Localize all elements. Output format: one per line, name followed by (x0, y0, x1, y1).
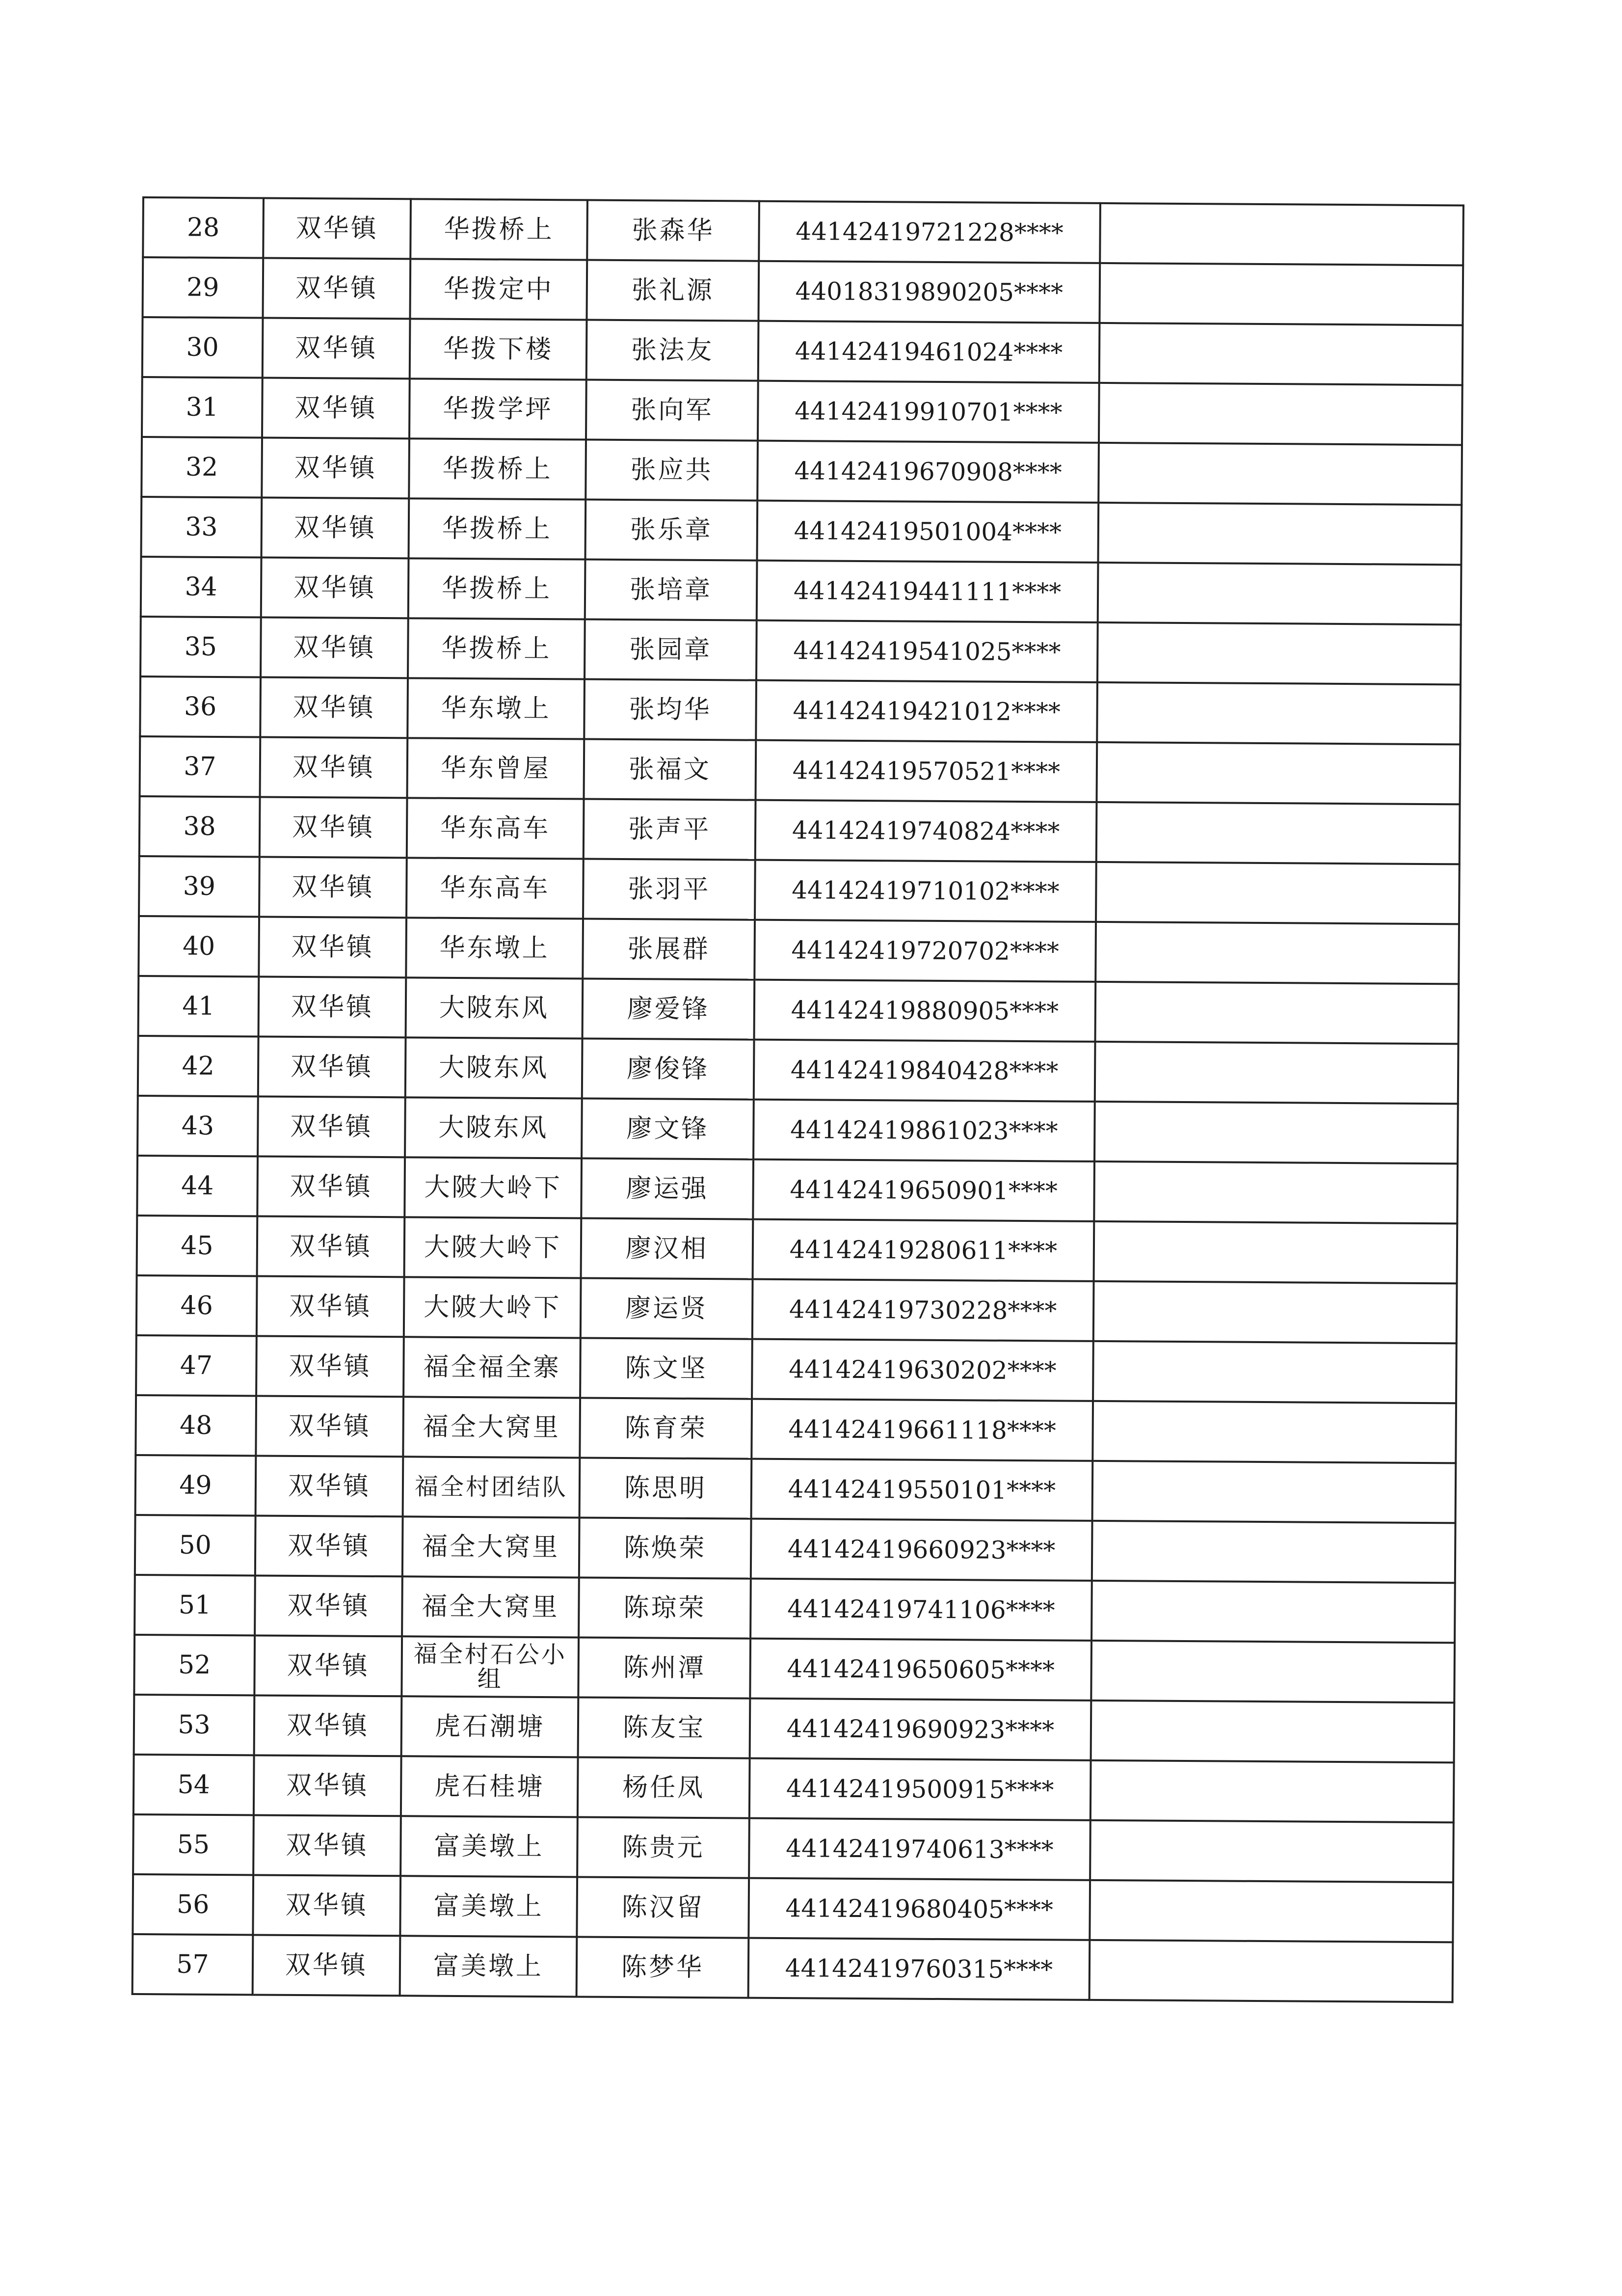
village-cell: 虎石潮塘 (401, 1696, 579, 1757)
town-cell: 双华镇 (260, 677, 408, 738)
id-number-cell: 44142419501004**** (757, 501, 1098, 563)
row-number-cell: 32 (141, 437, 262, 497)
id-number-cell: 44142419461024**** (758, 321, 1100, 383)
remark-cell (1094, 1102, 1458, 1164)
village-cell: 富美墩上 (400, 1936, 577, 1997)
table-row (138, 1036, 1459, 1104)
id-number-cell: 44142419280611**** (753, 1219, 1094, 1281)
town-cell: 双华镇 (255, 1515, 403, 1576)
remark-cell (1098, 443, 1462, 505)
village-cell: 富美墩上 (400, 1876, 577, 1937)
row-number-cell: 55 (133, 1814, 254, 1875)
remark-cell (1092, 1461, 1456, 1523)
person-name-cell: 杨任凤 (578, 1757, 750, 1818)
remark-cell (1090, 1820, 1454, 1883)
row-number-cell: 52 (134, 1635, 255, 1695)
person-name-cell: 陈琼荣 (579, 1577, 751, 1638)
town-cell: 双华镇 (258, 1036, 406, 1097)
person-name-cell: 张声平 (584, 799, 756, 860)
id-number-cell: 44142419861023**** (753, 1100, 1095, 1162)
table-row (143, 197, 1463, 265)
village-cell: 华东墩上 (406, 918, 583, 978)
table-row (140, 617, 1461, 684)
village-cell: 福全福全寨 (403, 1337, 581, 1398)
town-cell: 双华镇 (259, 976, 406, 1037)
town-cell: 双华镇 (263, 198, 411, 259)
table-row (139, 796, 1460, 864)
village-cell: 华拨桥上 (408, 618, 585, 679)
row-number-cell: 39 (139, 856, 260, 917)
id-number-cell: 44142419721228**** (759, 201, 1100, 263)
id-number-cell: 44142419661118**** (751, 1399, 1093, 1461)
id-number-cell: 44142419760315**** (748, 1938, 1090, 2000)
table-row (142, 377, 1462, 445)
id-number-cell: 44142419650605**** (750, 1639, 1091, 1701)
town-cell: 双华镇 (260, 797, 407, 858)
village-cell: 华拨下楼 (410, 319, 587, 379)
village-cell: 华东曾屋 (407, 738, 585, 799)
id-number-cell: 44142419740824**** (755, 800, 1097, 862)
table-row (138, 916, 1459, 984)
person-name-cell: 张园章 (585, 620, 757, 680)
remark-cell (1093, 1281, 1457, 1344)
id-number-cell: 44142419541025**** (756, 621, 1098, 682)
town-cell: 双华镇 (261, 557, 409, 618)
person-name-cell: 陈文坚 (580, 1338, 752, 1399)
remark-cell (1098, 563, 1462, 625)
village-cell: 华东高车 (407, 798, 584, 859)
remark-cell (1091, 1701, 1455, 1763)
village-cell: 大陂东风 (405, 1037, 583, 1098)
table-row (136, 1275, 1457, 1343)
person-name-cell: 陈州潭 (578, 1637, 750, 1698)
table-row (141, 437, 1462, 505)
row-number-cell: 56 (133, 1874, 253, 1935)
row-number-cell: 38 (139, 796, 260, 857)
id-number-cell: 44142419570521**** (756, 740, 1097, 802)
remark-cell (1095, 922, 1459, 984)
remark-cell (1090, 1940, 1453, 2002)
town-cell: 双华镇 (263, 258, 410, 319)
id-number-cell: 44142419660923**** (751, 1519, 1092, 1581)
remark-cell (1099, 263, 1463, 325)
row-number-cell: 45 (137, 1216, 258, 1276)
remark-cell (1094, 1221, 1458, 1284)
person-name-cell: 廖爱锋 (583, 979, 755, 1040)
village-cell: 福全村团结队 (403, 1457, 580, 1517)
table-row (133, 1874, 1453, 1942)
remark-cell (1097, 682, 1461, 745)
person-name-cell: 廖文锋 (582, 1099, 754, 1160)
person-name-cell: 张展群 (583, 919, 755, 980)
table-row (141, 497, 1462, 565)
person-name-cell: 张均华 (584, 679, 756, 740)
town-cell: 双华镇 (259, 917, 406, 977)
person-name-cell: 张向军 (586, 380, 758, 441)
row-number-cell: 36 (140, 676, 261, 737)
person-name-cell: 陈友宝 (578, 1697, 750, 1758)
table-row (136, 1335, 1457, 1403)
town-cell: 双华镇 (253, 1815, 401, 1876)
id-number-cell: 44142419670908**** (757, 441, 1099, 503)
id-number-cell: 44142419550101**** (751, 1459, 1093, 1521)
row-number-cell: 49 (135, 1455, 256, 1515)
town-cell: 双华镇 (257, 1216, 405, 1277)
remark-cell (1096, 802, 1460, 864)
town-cell: 双华镇 (257, 1156, 405, 1217)
person-name-cell: 张培章 (585, 560, 757, 621)
village-cell: 华拨学坪 (409, 378, 586, 439)
table-row (138, 976, 1459, 1044)
person-name-cell: 张羽平 (583, 859, 755, 920)
table-body (133, 197, 1463, 2002)
id-number-cell: 44142419880905**** (754, 980, 1096, 1042)
town-cell: 双华镇 (262, 437, 409, 498)
row-number-cell: 42 (138, 1036, 259, 1096)
table-row (134, 1635, 1455, 1702)
remark-cell (1094, 1162, 1458, 1224)
town-cell: 双华镇 (261, 617, 408, 678)
town-cell: 双华镇 (262, 497, 409, 558)
town-cell: 双华镇 (253, 1875, 400, 1936)
remark-cell (1091, 1581, 1455, 1643)
id-number-cell: 44142419720702**** (754, 920, 1096, 982)
person-name-cell: 廖运贤 (581, 1278, 753, 1339)
id-number-cell: 44142419421012**** (756, 680, 1097, 742)
row-number-cell: 43 (137, 1096, 258, 1156)
town-cell: 双华镇 (255, 1575, 402, 1636)
table-row (135, 1395, 1456, 1463)
village-cell: 华拨定中 (410, 259, 587, 320)
person-name-cell: 陈育荣 (580, 1398, 752, 1459)
remark-cell (1096, 742, 1460, 805)
remark-cell (1099, 383, 1462, 445)
town-cell: 双华镇 (262, 378, 410, 439)
id-number-cell: 44142419500915**** (749, 1758, 1091, 1820)
village-cell: 虎石桂塘 (401, 1756, 578, 1817)
table-row (142, 257, 1463, 325)
person-name-cell: 张法友 (586, 320, 759, 381)
row-number-cell: 53 (134, 1695, 255, 1755)
row-number-cell: 29 (142, 257, 263, 318)
row-number-cell: 47 (136, 1335, 257, 1396)
person-name-cell: 张福文 (584, 739, 756, 800)
person-name-cell: 张礼源 (586, 260, 759, 321)
village-cell: 福全大窝里 (403, 1397, 580, 1458)
household-list-table (132, 196, 1464, 2003)
table-row (141, 557, 1462, 624)
remark-cell (1100, 203, 1463, 266)
remark-cell (1095, 1042, 1459, 1104)
person-name-cell: 廖俊锋 (582, 1039, 754, 1100)
row-number-cell: 48 (135, 1395, 256, 1456)
village-cell: 华拨桥上 (408, 558, 585, 619)
remark-cell (1093, 1341, 1457, 1404)
person-name-cell: 陈焕荣 (579, 1517, 751, 1578)
row-number-cell: 46 (136, 1275, 257, 1336)
town-cell: 双华镇 (254, 1755, 401, 1816)
village-cell: 大陂东风 (406, 977, 583, 1038)
id-number-cell: 44142419910701**** (758, 381, 1099, 443)
village-cell: 华东墩上 (407, 678, 585, 739)
remark-cell (1092, 1521, 1456, 1583)
id-number-cell: 44142419730228**** (752, 1279, 1094, 1341)
town-cell: 双华镇 (260, 737, 408, 798)
table-row (133, 1814, 1454, 1882)
town-cell: 双华镇 (257, 1276, 404, 1337)
remark-cell (1090, 1880, 1453, 1943)
town-cell: 双华镇 (256, 1456, 403, 1516)
id-number-cell: 44142419650901**** (753, 1160, 1094, 1221)
person-name-cell: 张森华 (587, 200, 759, 261)
id-number-cell: 44142419441111**** (757, 561, 1098, 622)
row-number-cell: 33 (141, 497, 262, 557)
village-cell: 福全村石公小组 (401, 1636, 579, 1697)
row-number-cell: 28 (143, 197, 264, 258)
table-row (137, 1096, 1458, 1163)
remark-cell (1097, 622, 1461, 685)
table-row (133, 1934, 1453, 2002)
town-cell: 双华镇 (253, 1935, 400, 1996)
id-number-cell: 44142419740613**** (749, 1818, 1090, 1880)
village-cell: 华拨桥上 (409, 498, 586, 559)
person-name-cell: 廖运强 (581, 1159, 753, 1219)
row-number-cell: 54 (133, 1755, 254, 1815)
table-row (140, 676, 1461, 744)
table-row (139, 856, 1460, 924)
remark-cell (1092, 1401, 1456, 1463)
remark-cell (1098, 503, 1462, 565)
village-cell: 富美墩上 (400, 1816, 578, 1877)
village-cell: 大陂大岭下 (404, 1157, 582, 1218)
row-number-cell: 51 (134, 1575, 255, 1635)
town-cell: 双华镇 (258, 1096, 405, 1157)
village-cell: 大陂大岭下 (404, 1217, 582, 1278)
id-number-cell: 44142419710102**** (755, 860, 1096, 922)
village-cell: 华拨桥上 (410, 199, 587, 260)
person-name-cell: 张应共 (585, 440, 758, 501)
row-number-cell: 35 (140, 617, 261, 677)
remark-cell (1099, 323, 1463, 385)
remark-cell (1095, 982, 1459, 1044)
remark-cell (1091, 1641, 1455, 1703)
id-number-cell: 44142419840428**** (754, 1040, 1095, 1102)
village-cell: 福全大窝里 (402, 1516, 580, 1577)
row-number-cell: 57 (133, 1934, 253, 1995)
village-cell: 华东高车 (406, 858, 584, 918)
town-cell: 双华镇 (256, 1396, 403, 1457)
village-cell: 福全大窝里 (402, 1576, 579, 1637)
table-row (133, 1755, 1454, 1822)
person-name-cell: 陈思明 (580, 1458, 752, 1518)
row-number-cell: 37 (140, 736, 261, 797)
town-cell: 双华镇 (259, 857, 407, 918)
town-cell: 双华镇 (263, 318, 410, 379)
row-number-cell: 41 (138, 976, 259, 1036)
table-row (142, 317, 1463, 385)
remark-cell (1090, 1760, 1454, 1823)
table-row (135, 1455, 1456, 1523)
row-number-cell: 50 (135, 1515, 256, 1575)
person-name-cell: 廖汉相 (581, 1218, 753, 1279)
table-row (137, 1216, 1458, 1283)
row-number-cell: 31 (142, 377, 263, 437)
town-cell: 双华镇 (254, 1695, 402, 1756)
id-number-cell: 44142419630202**** (752, 1339, 1093, 1401)
row-number-cell: 30 (142, 317, 263, 378)
table-row (134, 1575, 1455, 1643)
remark-cell (1096, 862, 1460, 924)
town-cell: 双华镇 (254, 1635, 402, 1696)
person-name-cell: 陈汉留 (577, 1877, 749, 1938)
person-name-cell: 陈贵元 (577, 1817, 749, 1878)
row-number-cell: 44 (137, 1156, 258, 1216)
person-name-cell: 张乐章 (585, 500, 757, 561)
table-row (137, 1156, 1458, 1223)
table-row (135, 1515, 1456, 1583)
id-number-cell: 44018319890205**** (758, 261, 1100, 323)
person-name-cell: 陈梦华 (577, 1937, 749, 1998)
row-number-cell: 34 (141, 557, 262, 617)
village-cell: 大陂东风 (405, 1097, 582, 1158)
village-cell: 大陂大岭下 (404, 1277, 581, 1338)
id-number-cell: 44142419741106**** (750, 1579, 1092, 1641)
id-number-cell: 44142419690923**** (750, 1699, 1091, 1760)
table-row (140, 736, 1461, 804)
town-cell: 双华镇 (256, 1336, 404, 1397)
row-number-cell: 40 (138, 916, 259, 976)
village-cell: 华拨桥上 (409, 438, 586, 499)
table-row (134, 1695, 1455, 1762)
id-number-cell: 44142419680405**** (748, 1878, 1090, 1940)
